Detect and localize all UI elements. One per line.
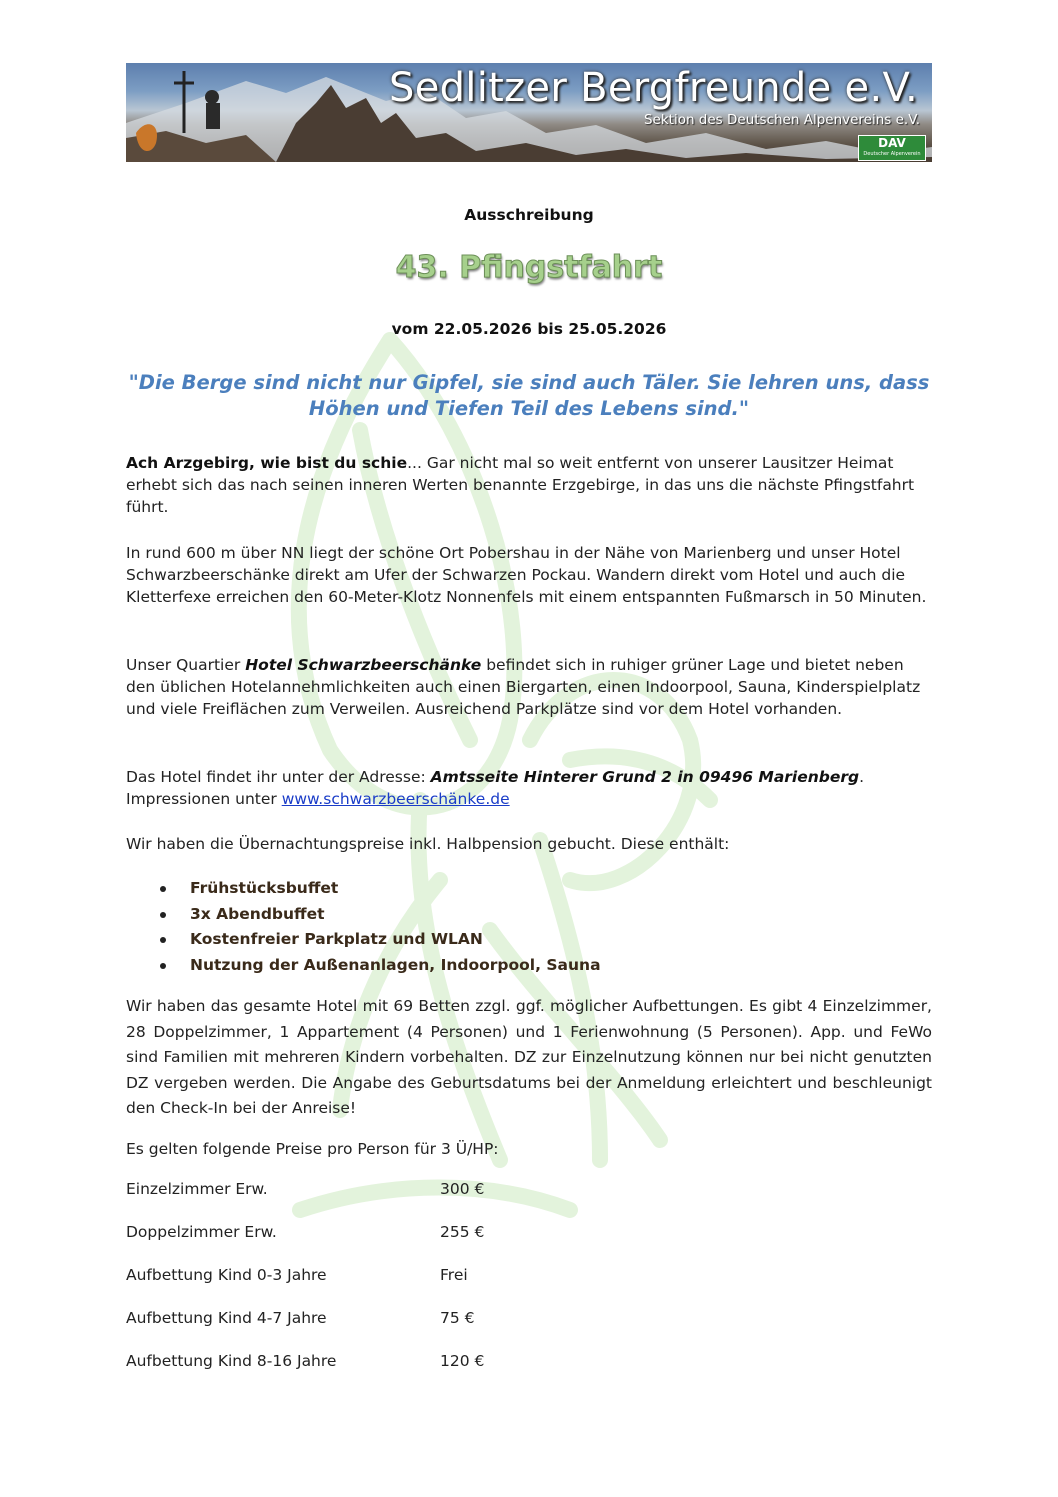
intro-lead: Ach Arzgebirg, wie bist du schie xyxy=(126,454,408,472)
hotel-website-link[interactable]: www.schwarzbeerschänke.de xyxy=(281,790,510,808)
banner-subtitle: Sektion des Deutschen Alpenvereins e.V. xyxy=(643,112,920,128)
price-label: Aufbettung Kind 8-16 Jahre xyxy=(126,1352,337,1370)
address-prefix: Das Hotel findet ihr unter der Adresse: xyxy=(126,768,431,786)
price-value: Frei xyxy=(440,1266,468,1284)
impressions-label: Impressionen unter xyxy=(126,790,282,808)
list-item: Kostenfreier Parkplatz und WLAN xyxy=(126,927,601,953)
price-label: Aufbettung Kind 0-3 Jahre xyxy=(126,1266,327,1284)
hotel-name: Hotel Schwarzbeerschänke xyxy=(245,656,482,674)
event-dates: vom 22.05.2026 bis 25.05.2026 xyxy=(391,320,667,338)
banner-title: Sedlitzer Bergfreunde e.V. xyxy=(389,65,918,111)
quote: "Die Berge sind nicht nur Gipfel, sie sind auch Täler. Sie lehren uns, dass Höhen und Tiefen Teil des Lebens sind." xyxy=(128,371,930,420)
list-item: Nutzung der Außenanlagen, Indoorpool, Sauna xyxy=(126,953,601,979)
quarters-suffix: befindet sich in ruhiger grüner Lage und bietet neben den üblichen Hotelannehmlichkeiten auch einen Biergarten, einen Indoorpool, Sauna, Kinderspielplatz und viele Freiflächen zum Verweilen. Ausreichend Parkplätze sind vor dem Hotel vorhanden. xyxy=(126,656,921,718)
rooms-paragraph: Wir haben das gesamte Hotel mit 69 Betten zzgl. ggf. möglicher Aufbettungen. Es gibt 4 Einzelzimmer, 28 Doppelzimmer, 1 Appartement (4 Personen) und 1 Ferienwohnung (5 Personen). App. und FeWo sind Familien mit mehreren Kindern vorbehalten. DZ zur Einzelnutzung können nur bei nicht genutzten DZ vergeben werden. Die Angabe des Geburtsdatums bei der Anmeldung erleichtert und beschleunigt den Check-In bei der Anreise! xyxy=(126,997,932,1117)
address-paragraph xyxy=(126,766,932,810)
dav-logo-caption: Deutscher Alpenverein xyxy=(863,151,921,157)
list-item: Frühstücksbuffet xyxy=(126,876,601,902)
intro-text: ... Gar nicht mal so weit entfernt von unserer Lausitzer Heimat erhebt sich das nach seinen inneren Werten benannte Erzgebirge, in das uns die nächste Pfingstfahrt führt. xyxy=(126,454,915,516)
price-label: Einzelzimmer Erw. xyxy=(126,1180,268,1198)
price-value: 255 € xyxy=(440,1223,485,1241)
price-value: 300 € xyxy=(440,1180,485,1198)
halfboard-intro: Wir haben die Übernachtungspreise inkl. Halbpension gebucht. Diese enthält: xyxy=(126,835,730,853)
dav-logo-text: DAV xyxy=(878,136,906,150)
list-item: 3x Abendbuffet xyxy=(126,902,601,928)
location-paragraph: In rund 600 m über NN liegt der schöne Ort Pobershau in der Nähe von Marienberg und unser Hotel Schwarzbeerschänke direkt am Ufer der Schwarzen Pockau. Wandern direkt vom Hotel und auch die Kletterfexe erreichen den 60-Meter-Klotz Nonnenfels mit einem entspannten Fußmarsch in 50 Minuten. xyxy=(126,544,927,606)
price-value: 120 € xyxy=(440,1352,485,1370)
document-kicker: Ausschreibung xyxy=(464,206,594,224)
address-suffix: . xyxy=(859,768,865,786)
prices-intro: Es gelten folgende Preise pro Person für 3 Ü/HP: xyxy=(126,1140,499,1158)
hotel-address: Amtsseite Hinterer Grund 2 in 09496 Marienberg xyxy=(430,768,860,786)
quarters-paragraph xyxy=(126,654,932,720)
intro-paragraph xyxy=(126,452,932,518)
features-list xyxy=(126,876,601,978)
price-value: 75 € xyxy=(440,1309,475,1327)
header-banner xyxy=(126,63,932,162)
price-label: Aufbettung Kind 4-7 Jahre xyxy=(126,1309,327,1327)
price-label: Doppelzimmer Erw. xyxy=(126,1223,277,1241)
dav-logo xyxy=(858,135,926,161)
document-title: 43. Pfingstfahrt xyxy=(395,250,663,285)
quarters-prefix: Unser Quartier xyxy=(126,656,246,674)
